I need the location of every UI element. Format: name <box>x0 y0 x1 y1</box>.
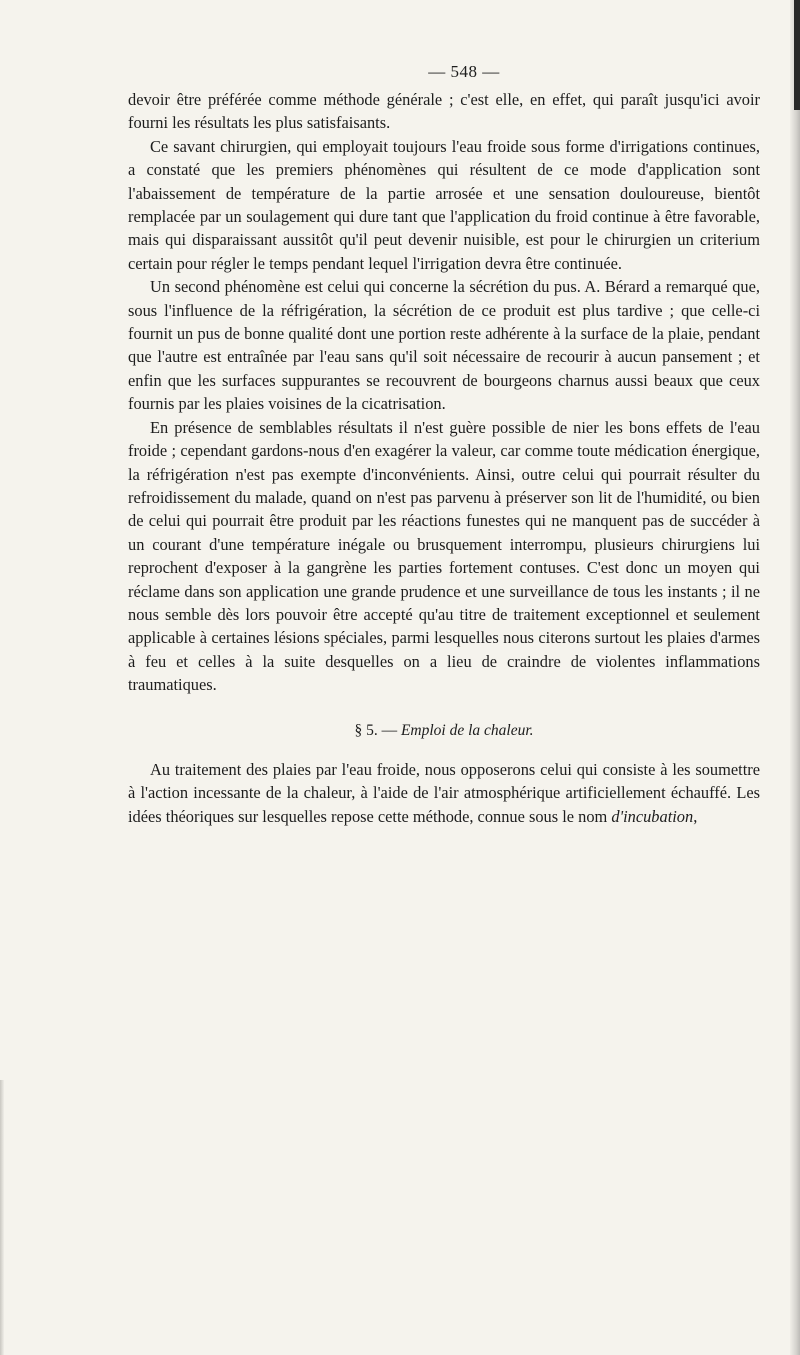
paragraph-pus-secretion: Un second phénomène est celui qui concerne la sécrétion du pus. A. Bérard a remarqué que, sous l'influence de la réfrigération, la sécrétion de ce produit est plus tardive ; que celle-ci fournit un pus de bonne qualité dont une portion reste adhérente à la surface de la plaie, pendant que l'autre est entraînée par l'eau sans qu'il soit nécessaire de recourir à aucun pansement ; et enfin que les surfaces suppurantes se recouvrent de bourgeons charnus aussi beaux que ceux fournis par les plaies voisines de la cicatrisation. <box>128 277 760 414</box>
section-title: Emploi de la chaleur. <box>400 721 534 739</box>
page-edge-shadow <box>790 0 800 1355</box>
paragraph-inconvenients: En présence de semblables résultats il n'est guère possible de nier les bons effets de l'eau froide ; cependant gardons-nous d'en exagérer la valeur, car comme toute médication énergique, la réfrigération n'est pas exempte d'inconvénients. Ainsi, outre celui qui pourrait résulter du refroidissement du malade, quand on n'est pas parvenu à préserver son lit de l'humidité, ou bien de celui qui pourrait être produit par les réactions funestes qui ne manquent pas de succéder à un courant d'une température inégale ou brusquement interrompu, plusieurs chirurgiens lui reprochent d'exposer à la gangrène les parties fortement contuses. C'est donc un moyen qui réclame dans son application une grande prudence et une surveillance de tous les instants ; il ne nous semble dès lors pouvoir être accepté qu'au titre de traitement exceptionnel et seulement applicable à certaines lésions spéciales, parmi lesquelles nous citerons surtout les plaies d'armes à feu et celles à la suite desquelles on a lieu de craindre de violentes inflammations traumatiques. <box>128 417 760 695</box>
paragraph-continuation: devoir être préférée comme méthode générale ; c'est elle, en effet, qui paraît jusqu'ici avoir fourni les résultats les plus satisfaisants. <box>128 90 760 133</box>
paragraph-chaleur-text: Au traitement des plaies par l'eau froide, nous opposerons celui qui consiste à les soumettre à l'action incessante de la chaleur, à l'aide de l'air atmosphérique artificiellement échauffé. Les idées théoriques sur lesquelles repose cette méthode, connue sous le nom <box>128 759 760 826</box>
section-heading <box>128 719 760 742</box>
page-edge-binding <box>794 0 800 110</box>
paragraph-chaleur <box>128 758 760 828</box>
page-content <box>128 60 760 828</box>
section-number: § 5. — <box>354 721 398 739</box>
term-incubation: d'incubation <box>611 806 694 826</box>
paragraph-irrigation: Ce savant chirurgien, qui employait toujours l'eau froide sous forme d'irrigations continues, a constaté que les premiers phénomènes qui résultent de ce mode d'application sont l'abaissement de température de la partie arrosée et une sensation douloureuse, bientôt remplacée par un soulagement qui dure tant que l'application du froid continue à être favorable, mais qui disparaissant aussitôt qu'il peut devenir nuisible, est pour le chirurgien un criterium certain pour régler le temps pendant lequel l'irrigation devra être continuée. <box>128 136 760 273</box>
page-number: — 548 — <box>428 62 500 81</box>
page-left-edge <box>0 1080 4 1355</box>
paragraph-chaleur-end: , <box>693 806 698 826</box>
